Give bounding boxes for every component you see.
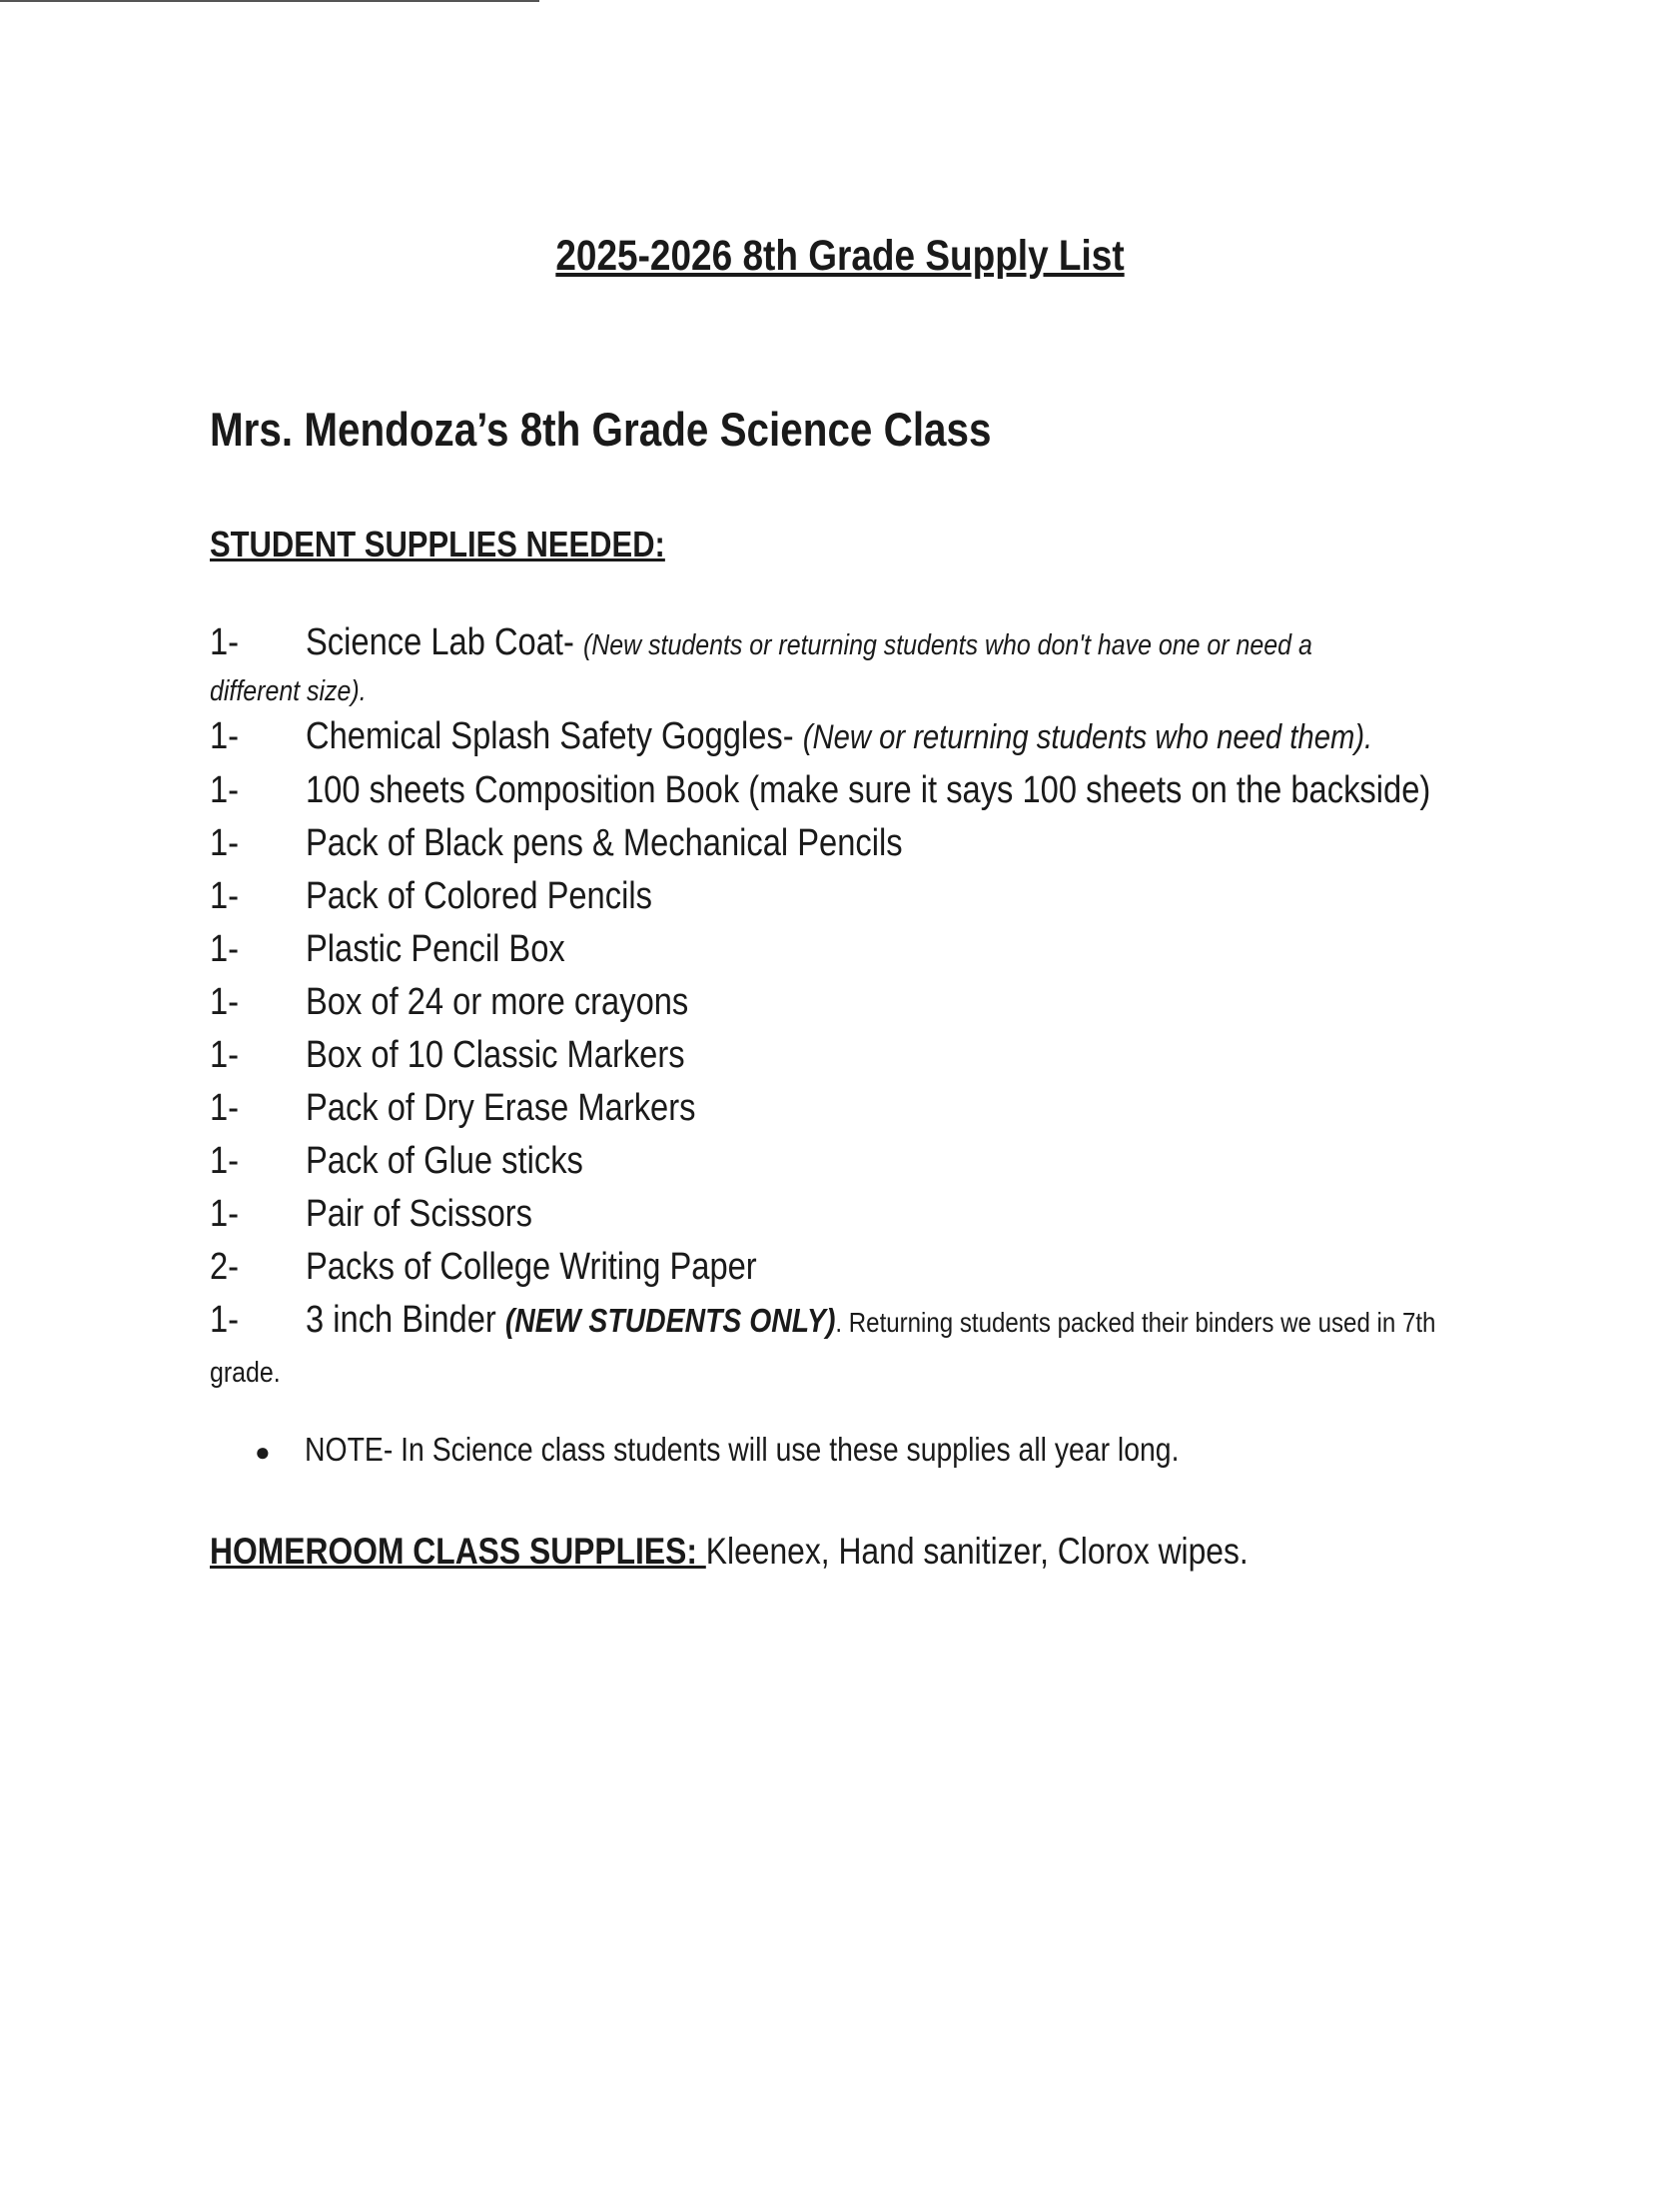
bullet-icon: ● xyxy=(255,1436,271,1467)
item-emphasis: (NEW STUDENTS ONLY) xyxy=(504,1302,836,1339)
list-item xyxy=(210,822,1558,876)
item-text: Pack of Dry Erase Markers xyxy=(306,1087,696,1129)
note-text: NOTE- In Science class students will use these supplies all year long. xyxy=(305,1431,1180,1468)
list-item xyxy=(210,981,1558,1035)
list-item xyxy=(210,1140,1558,1194)
list-item xyxy=(210,1299,1558,1353)
item-quantity: 1- xyxy=(210,715,240,757)
item-quantity: 1- xyxy=(210,1299,240,1341)
item-text: Box of 10 Classic Markers xyxy=(306,1034,685,1076)
item-text: Box of 24 or more crayons xyxy=(306,981,689,1023)
list-item xyxy=(210,1034,1558,1088)
item-text: Pack of Black pens & Mechanical Pencils xyxy=(306,822,903,864)
item-text: Pair of Scissors xyxy=(306,1193,533,1235)
item-quantity: 1- xyxy=(210,875,240,917)
item-note-continuation: grade. xyxy=(210,1357,281,1389)
page-title: 2025-2026 8th Grade Supply List xyxy=(555,232,1125,280)
item-text: Science Lab Coat- (New students or returning students who don't have one or need a xyxy=(306,621,1312,663)
item-note-continuation: different size). xyxy=(210,675,367,707)
item-note: (New students or returning students who don't have one or need a xyxy=(582,629,1312,661)
item-note: . Returning students packed their binders we used in 7th xyxy=(835,1307,1436,1338)
item-text: Pack of Glue sticks xyxy=(306,1140,583,1182)
list-item xyxy=(210,928,1558,982)
item-quantity: 1- xyxy=(210,1193,240,1235)
item-quantity: 1- xyxy=(210,928,240,970)
item-quantity: 1- xyxy=(210,1034,240,1076)
note-bullet xyxy=(255,1431,1321,1469)
item-quantity: 1- xyxy=(210,822,240,864)
item-quantity: 1- xyxy=(210,769,240,811)
item-text: 3 inch Binder (NEW STUDENTS ONLY). Returning students packed their binders we used in 7th xyxy=(306,1299,1436,1341)
list-item xyxy=(210,769,1558,823)
item-text: Pack of Colored Pencils xyxy=(306,875,652,917)
scan-edge-line xyxy=(0,0,539,2)
homeroom-supplies xyxy=(210,1531,1249,1573)
list-item xyxy=(210,621,1558,675)
item-quantity: 1- xyxy=(210,981,240,1023)
list-item xyxy=(210,1193,1558,1247)
item-text: Packs of College Writing Paper xyxy=(306,1246,757,1288)
class-heading: Mrs. Mendoza’s 8th Grade Science Class xyxy=(210,403,992,456)
item-text: Chemical Splash Safety Goggles- (New or returning students who need them). xyxy=(306,715,1373,757)
item-quantity: 1- xyxy=(210,621,240,663)
item-quantity: 1- xyxy=(210,1140,240,1182)
item-text: 100 sheets Composition Book (make sure it says 100 sheets on the backside) xyxy=(306,769,1431,811)
list-item xyxy=(210,715,1558,769)
homeroom-label: HOMEROOM CLASS SUPPLIES: xyxy=(210,1531,706,1572)
homeroom-text: Kleenex, Hand sanitizer, Clorox wipes. xyxy=(705,1531,1249,1572)
list-item xyxy=(210,875,1558,929)
list-item xyxy=(210,1246,1558,1300)
item-quantity: 1- xyxy=(210,1087,240,1129)
student-supplies-heading: STUDENT SUPPLIES NEEDED: xyxy=(210,524,665,564)
item-quantity: 2- xyxy=(210,1246,240,1288)
item-text: Plastic Pencil Box xyxy=(306,928,565,970)
list-item xyxy=(210,1087,1558,1141)
item-note: (New or returning students who need them). xyxy=(802,718,1373,756)
